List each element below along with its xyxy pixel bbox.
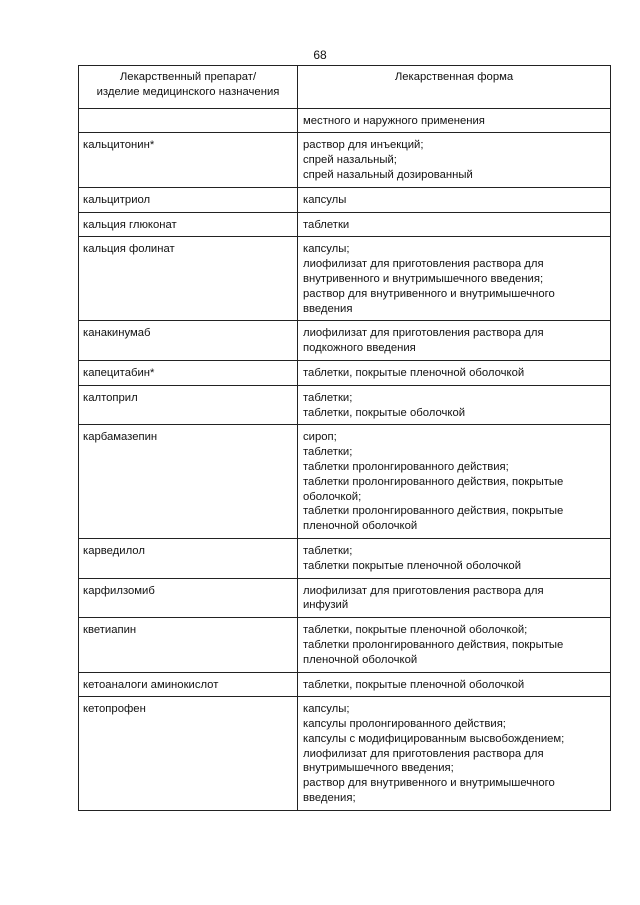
drug-name-cell: карбамазепин [79,425,298,539]
table-header-row [79,66,611,109]
drug-name-cell: кальция глюконат [79,212,298,237]
page-number: 68 [313,48,327,62]
dosage-form-cell: местного и наружного применения [298,108,611,133]
table-row [79,672,611,697]
drug-column-header: Лекарственный препарат/ изделие медицинского назначения [79,66,298,109]
table-row [79,360,611,385]
dosage-form-cell: таблетки; таблетки, покрытые оболочкой [298,385,611,425]
dosage-form-cell: таблетки [298,212,611,237]
dosage-form-cell: таблетки, покрытые пленочной оболочкой [298,360,611,385]
table-row [79,108,611,133]
drug-name-cell: кальцитриол [79,187,298,212]
dosage-form-cell: капсулы [298,187,611,212]
drug-name-cell: кветиапин [79,618,298,672]
table-row [79,187,611,212]
drug-name-cell: калтоприл [79,385,298,425]
form-column-header: Лекарственная форма [298,66,611,109]
drug-table [78,65,611,811]
dosage-form-cell: капсулы; капсулы пролонгированного действия; капсулы с модифицированным высвобождением; лиофилизат для приготовления раствора для внутримышечного введения; раствор для внутривенного и внутримышечного введения; [298,697,611,811]
drug-name-cell: кетоаналоги аминокислот [79,672,298,697]
table-row [79,538,611,578]
dosage-form-cell: таблетки, покрытые пленочной оболочкой; таблетки пролонгированного действия, покрытые пленочной оболочкой [298,618,611,672]
drug-name-cell: капецитабин* [79,360,298,385]
dosage-form-cell: таблетки, покрытые пленочной оболочкой [298,672,611,697]
drug-name-cell: кетопрофен [79,697,298,811]
table-row [79,237,611,321]
dosage-form-cell: капсулы; лиофилизат для приготовления раствора для внутривенного и внутримышечного введения; раствор для внутривенного и внутримышечного введения [298,237,611,321]
dosage-form-cell: сироп; таблетки; таблетки пролонгированного действия; таблетки пролонгированного действия, покрытые оболочкой; таблетки пролонгированного действия, покрытые пленочной оболочкой [298,425,611,539]
dosage-form-cell: лиофилизат для приготовления раствора для инфузий [298,578,611,618]
table-row [79,578,611,618]
drug-name-cell [79,108,298,133]
dosage-form-cell: лиофилизат для приготовления раствора для подкожного введения [298,321,611,361]
drug-name-cell: карфилзомиб [79,578,298,618]
dosage-form-cell: раствор для инъекций; спрей назальный; спрей назальный дозированный [298,133,611,187]
table-row [79,385,611,425]
dosage-form-cell: таблетки; таблетки покрытые пленочной оболочкой [298,538,611,578]
drug-name-cell: канакинумаб [79,321,298,361]
drug-name-cell: кальцитонин* [79,133,298,187]
table-row [79,321,611,361]
drug-name-cell: кальция фолинат [79,237,298,321]
table-row [79,425,611,539]
table-body [79,108,611,810]
table-row [79,133,611,187]
table-row [79,212,611,237]
table-row [79,697,611,811]
table-row [79,618,611,672]
drug-name-cell: карведилол [79,538,298,578]
